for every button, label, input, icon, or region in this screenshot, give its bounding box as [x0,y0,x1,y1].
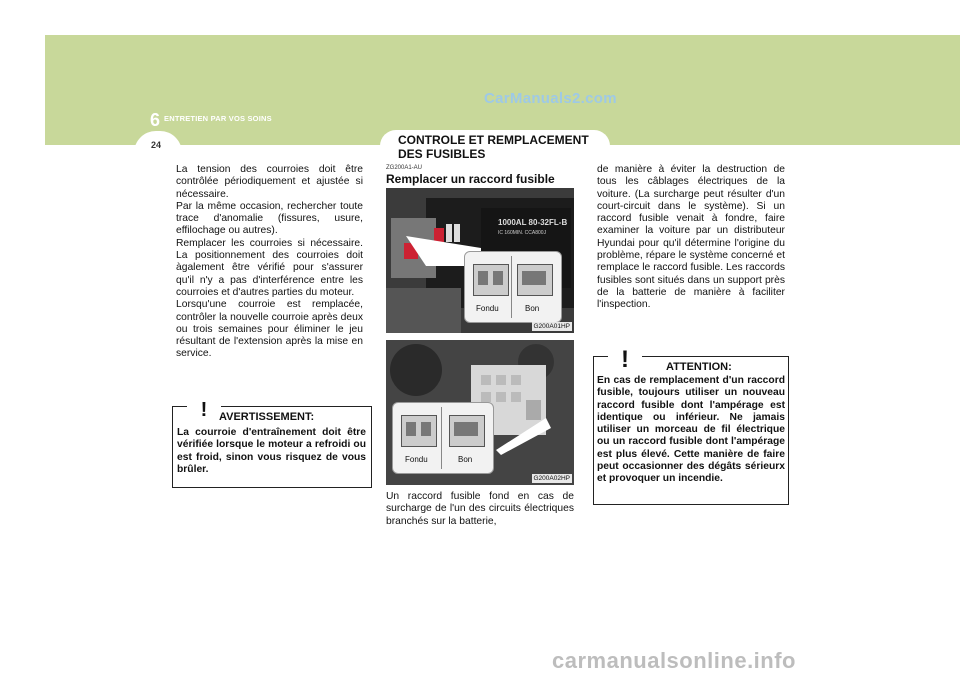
warning-triangle-icon [189,394,219,420]
figure-code-1: G200A01HP [533,323,570,330]
attention-text: En cas de remplacement d'un raccord fusible, toujours utiliser un nouveau raccord fusible dont l'ampérage est identique ou inférieur. Ne jamais utiliser un morceau de fil électrique ou un raccord fusible dont l'ampérage est plus élevé. Cette manière de faire peut occasionner des dégâts sérieurx et provoquer un incendie. [597,375,785,485]
warning-box-fuse [593,346,789,505]
battery-label-line2: IC 160MIN. CCA800J [498,230,547,236]
blown-fuse-icon-2 [401,415,437,447]
fuse-inset-2 [392,402,494,474]
warning-symbol-text-2: ! [621,346,629,371]
figure-code-2: G200A02HP [533,475,570,482]
battery-label-line1: 1000AL 80-32FL-B [498,218,568,227]
fusible-link-heading: Remplacer un raccord fusible [386,172,555,186]
warning-text: La courroie d'entraînement doit être vérifiée lorsque le moteur a refroidi ou est froid, sinon vous risquez de vous brûler. [177,427,366,475]
watermark-top-link[interactable]: CarManuals2.com [484,90,617,107]
blown-fuse-icon [473,264,509,296]
good-fuse-icon [517,264,553,296]
fusible-link-body-text: de manière à éviter la destruction de tous les câblages électriques de la voiture. (La surcharge peut résulter d'un court-circuit dans le système). Si un raccord fusible venait à fondre, faire examiner la voiture par un distributeur Hyundai pour qu'il détermine l'origine du problème, répare le système concerné et remplace le raccord fusible. Les raccords fusibles sont situés dans un support près de la batterie de manière à faciliter l'inspection. [597,164,785,311]
chapter-number: 6 [150,110,161,130]
belt-inspection-text: La tension des courroies doit être contrôlée périodiquement et ajustée si nécessaire. Par la même occasion, rechercher toute trace d'anomalie (fissures, usure, effilochage ou autres). Remplacer les courroies si nécessaire. La positionnement des courroies doit àgalement être vérifié pour s'assurer qu'il n'y a pas d'interférence entre les courroies et d'autres parties du moteur. Lorsqu'une courroie est remplacée, contrôler la nouvelle courroie après deux ou trois semaines pour éliminer le jeu résultant de l'extension après la mise en service. [176,164,363,360]
fusible-link-intro-text: Un raccord fusible fond en cas de surcharge de l'un des circuits électriques branchés sur la batterie, [386,491,574,527]
label-good-2: Bon [458,455,473,464]
attention-title: ATTENTION: [666,361,732,373]
warning-box-belt [172,399,372,488]
label-blown-2: Fondu [405,455,428,464]
engine-bay-photo-1 [386,188,574,333]
fuse-inset-1 [464,251,562,323]
watermark-bottom: carmanualsonline.info [552,648,796,673]
good-fuse-icon-2 [449,415,485,447]
warning-symbol-text: ! [200,399,208,420]
section-title: CONTROLE ET REMPLACEMENT DES FUSIBLES [398,133,589,161]
section-code: ZG200A1-AU [386,165,423,171]
label-blown: Fondu [476,304,499,313]
label-good: Bon [525,304,540,313]
page-number: 24 [151,140,162,150]
engine-bay-photo-2 [386,340,574,485]
warning-triangle-icon-2 [610,343,640,371]
chapter-title: ENTRETIEN PAR VOS SOINS [164,114,272,123]
warning-title: AVERTISSEMENT: [219,411,315,423]
